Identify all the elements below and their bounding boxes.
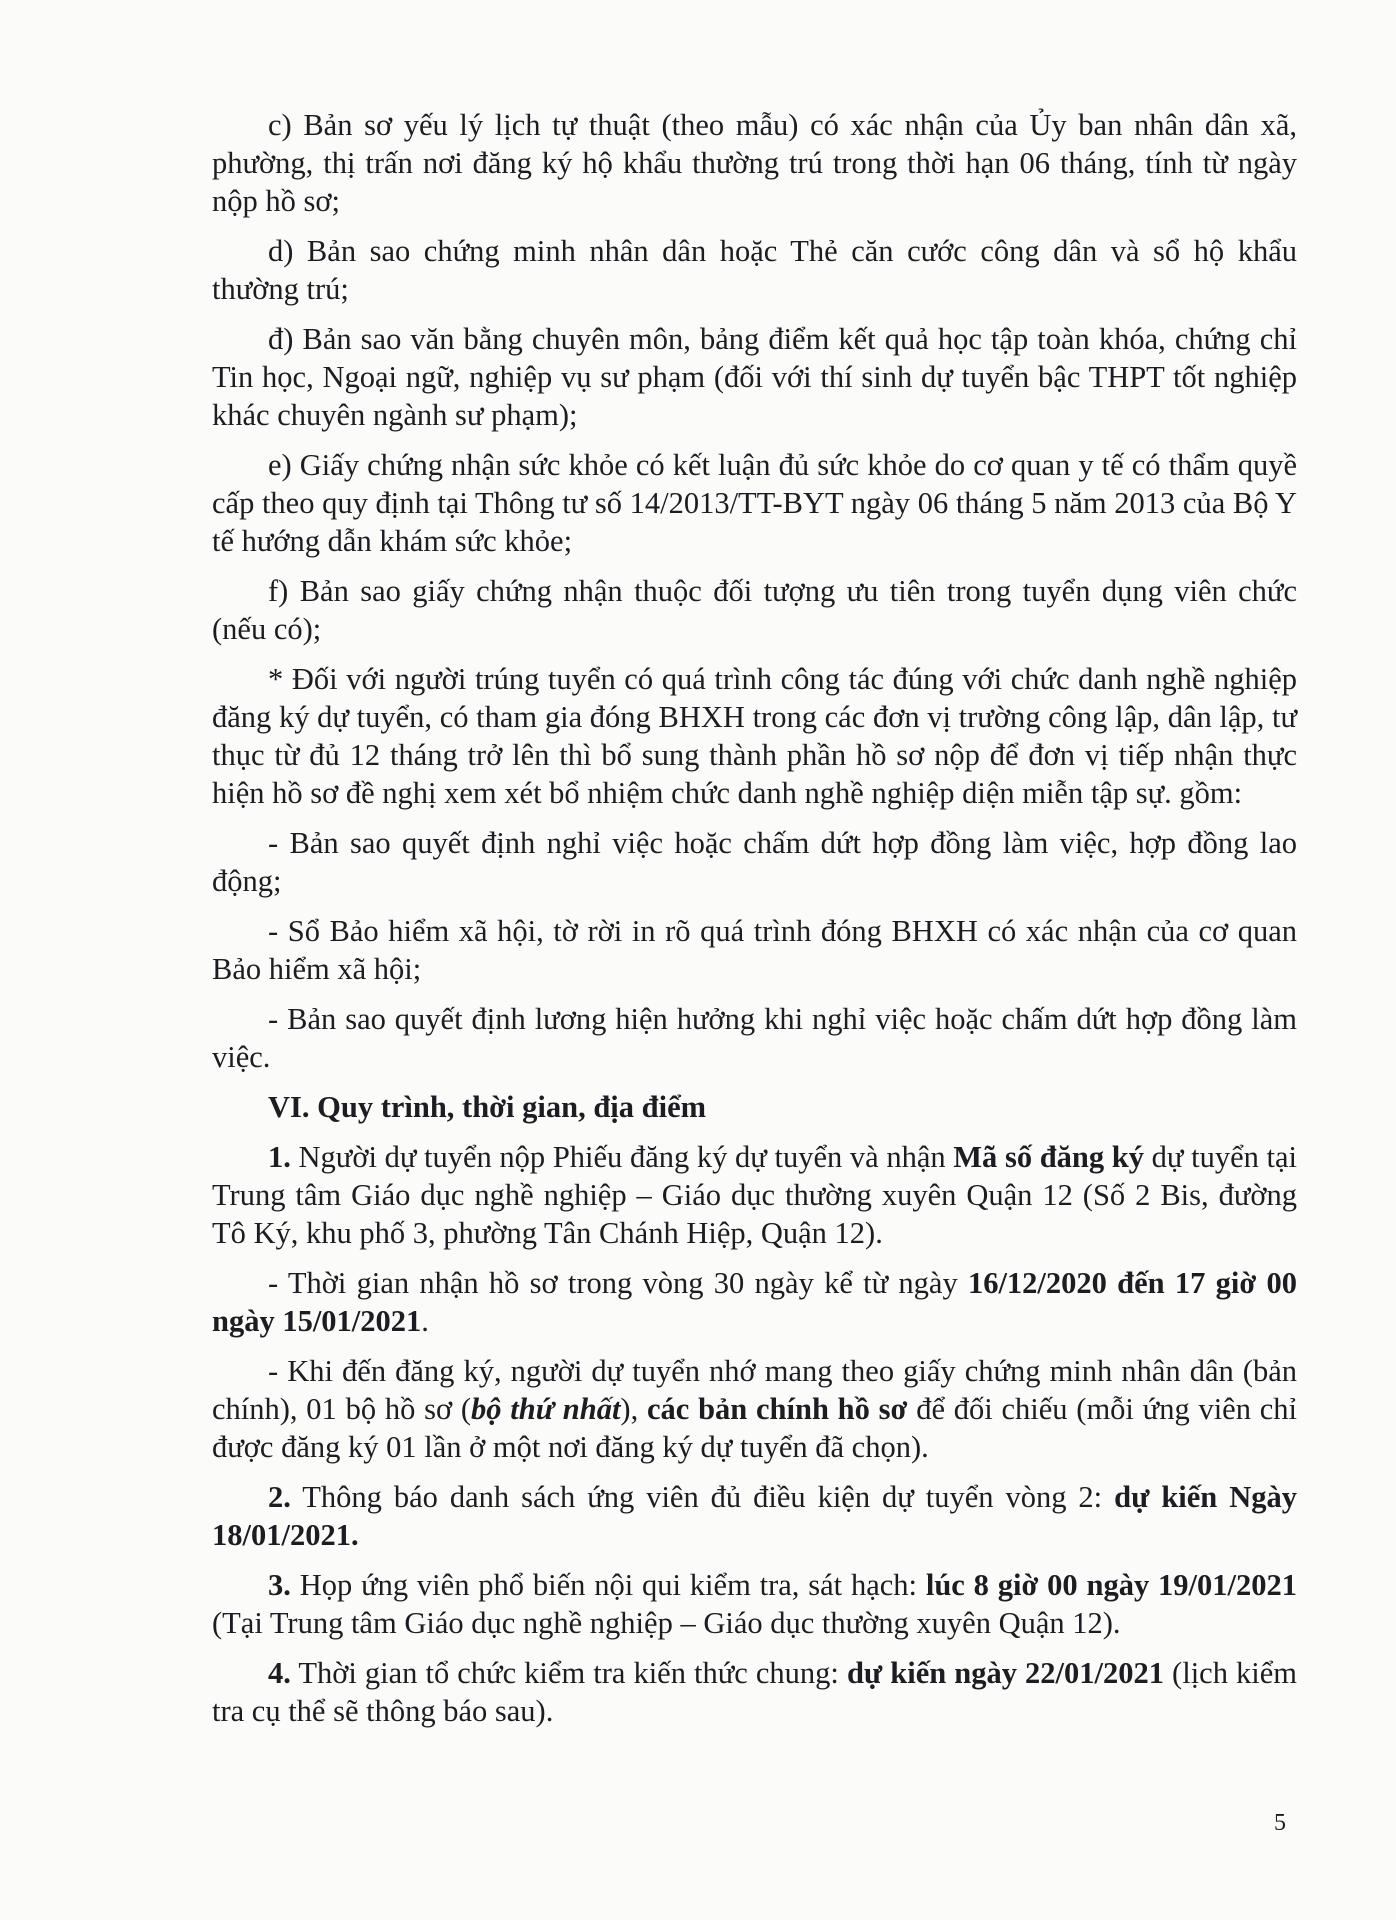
time-text: - Thời gian nhận hồ sơ trong vòng 30 ngày kể từ ngày <box>268 1266 968 1300</box>
document-body <box>212 106 1297 1742</box>
paragraph-step-4 <box>212 1654 1297 1730</box>
time-text: . <box>421 1304 429 1338</box>
paragraph-dash-1: - Bản sao quyết định nghỉ việc hoặc chấm dứt hợp đồng làm việc, hợp đồng lao động; <box>212 826 1297 898</box>
step-text: Thông báo danh sách ứng viên đủ điều kiện dự tuyển vòng 2: <box>290 1480 1115 1514</box>
paragraph-register <box>212 1352 1297 1466</box>
paragraph-time <box>212 1264 1297 1340</box>
register-text: để đối chiếu (mỗi ứng viên chỉ được đăng ký 01 lần ở một nơi đăng ký dự tuyển đã chọn). <box>212 1392 1297 1464</box>
paragraph-item-f: f) Bản sao giấy chứng nhận thuộc đối tượng ưu tiên trong tuyển dụng viên chức (nếu có); <box>212 574 1297 646</box>
paragraph-item-dd: đ) Bản sao văn bằng chuyên môn, bảng điểm kết quả học tập toàn khóa, chứng chỉ Tin học, Ngoại ngữ, nghiệp vụ sư phạm (đối với thí sinh dự tuyển bậc THPT tốt nghiệp khác chuyên ngành sư phạm); <box>212 322 1297 432</box>
paragraph-note-star: * Đối với người trúng tuyển có quá trình công tác đúng với chức danh nghề nghiệp đăng ký dự tuyển, có tham gia đóng BHXH trong các đơn vị trường công lập, dân lập, tư thục từ đủ 12 tháng trở lên thì bổ sung thành phần hồ sơ nộp để đơn vị tiếp nhận thực hiện hồ sơ đề nghị xem xét bổ nhiệm chức danh nghề nghiệp diện miễn tập sự. gồm: <box>212 662 1297 810</box>
paragraph-dash-3: - Bản sao quyết định lương hiện hưởng khi nghỉ việc hoặc chấm dứt hợp đồng làm việc. <box>212 1002 1297 1074</box>
step-number: 4. <box>268 1656 291 1690</box>
step-text: Họp ứng viên phổ biến nội qui kiểm tra, sát hạch: <box>290 1568 926 1602</box>
paragraph-dash-2: - Sổ Bảo hiểm xã hội, tờ rời in rõ quá trình đóng BHXH có xác nhận của cơ quan Bảo hiểm xã hội; <box>212 914 1297 986</box>
step-text: Người dự tuyển nộp Phiếu đăng ký dự tuyển và nhận <box>290 1140 954 1174</box>
page-number: 5 <box>1274 1810 1286 1836</box>
section-heading: VI. Quy trình, thời gian, địa điểm <box>268 1090 707 1124</box>
bold-text: lúc 8 giờ 00 ngày 19/01/2021 <box>925 1568 1297 1602</box>
step-number: 1. <box>268 1140 291 1174</box>
paragraph-step-1 <box>212 1138 1297 1252</box>
register-text: - Khi đến đăng ký, người dự tuyển nhớ mang theo giấy chứng minh nhân dân (bản chính), 01 bộ hồ sơ ( <box>212 1354 1297 1426</box>
paragraph-step-2 <box>212 1478 1297 1554</box>
bold-text: 16/12/2020 đến 17 giờ 00 ngày 15/01/2021 <box>212 1266 1297 1338</box>
bold-italic-text: bộ thứ nhất <box>471 1392 621 1426</box>
paragraph-item-c: c) Bản sơ yếu lý lịch tự thuật (theo mẫu) có xác nhận của Ủy ban nhân dân xã, phường, thị trấn nơi đăng ký hộ khẩu thường trú trong thời hạn 06 tháng, tính từ ngày nộp hồ sơ; <box>212 108 1297 218</box>
step-text: dự tuyển tại Trung tâm Giáo dục nghề nghiệp – Giáo dục thường xuyên Quận 12 (Số 2 Bis, đường Tô Ký, khu phố 3, phường Tân Chánh Hiệp, Quận 12). <box>212 1140 1297 1250</box>
step-text: Thời gian tổ chức kiểm tra kiến thức chung: <box>290 1656 847 1690</box>
bold-text: các bản chính hồ sơ <box>646 1392 908 1426</box>
bold-text: dự kiến ngày 22/01/2021 <box>846 1656 1164 1690</box>
step-text: (Tại Trung tâm Giáo dục nghề nghiệp – Giáo dục thường xuyên Quận 12). <box>212 1606 1121 1640</box>
step-number: 3. <box>268 1568 291 1602</box>
bold-text: dự kiến Ngày 18/01/2021. <box>212 1480 1297 1552</box>
paragraph-item-d: d) Bản sao chứng minh nhân dân hoặc Thẻ căn cước công dân và sổ hộ khẩu thường trú; <box>212 234 1297 306</box>
step-text: (lịch kiểm tra cụ thể sẽ thông báo sau). <box>212 1656 1297 1728</box>
bold-text: Mã số đăng ký <box>953 1140 1145 1174</box>
step-number: 2. <box>268 1480 291 1514</box>
paragraph-item-e: e) Giấy chứng nhận sức khỏe có kết luận đủ sức khỏe do cơ quan y tế có thẩm quyề cấp theo quy định tại Thông tư số 14/2013/TT-BYT ngày 06 tháng 5 năm 2013 của Bộ Y tế hướng dẫn khám sức khỏe; <box>212 448 1297 558</box>
register-text: ), <box>620 1392 647 1426</box>
paragraph-step-3 <box>212 1566 1297 1642</box>
